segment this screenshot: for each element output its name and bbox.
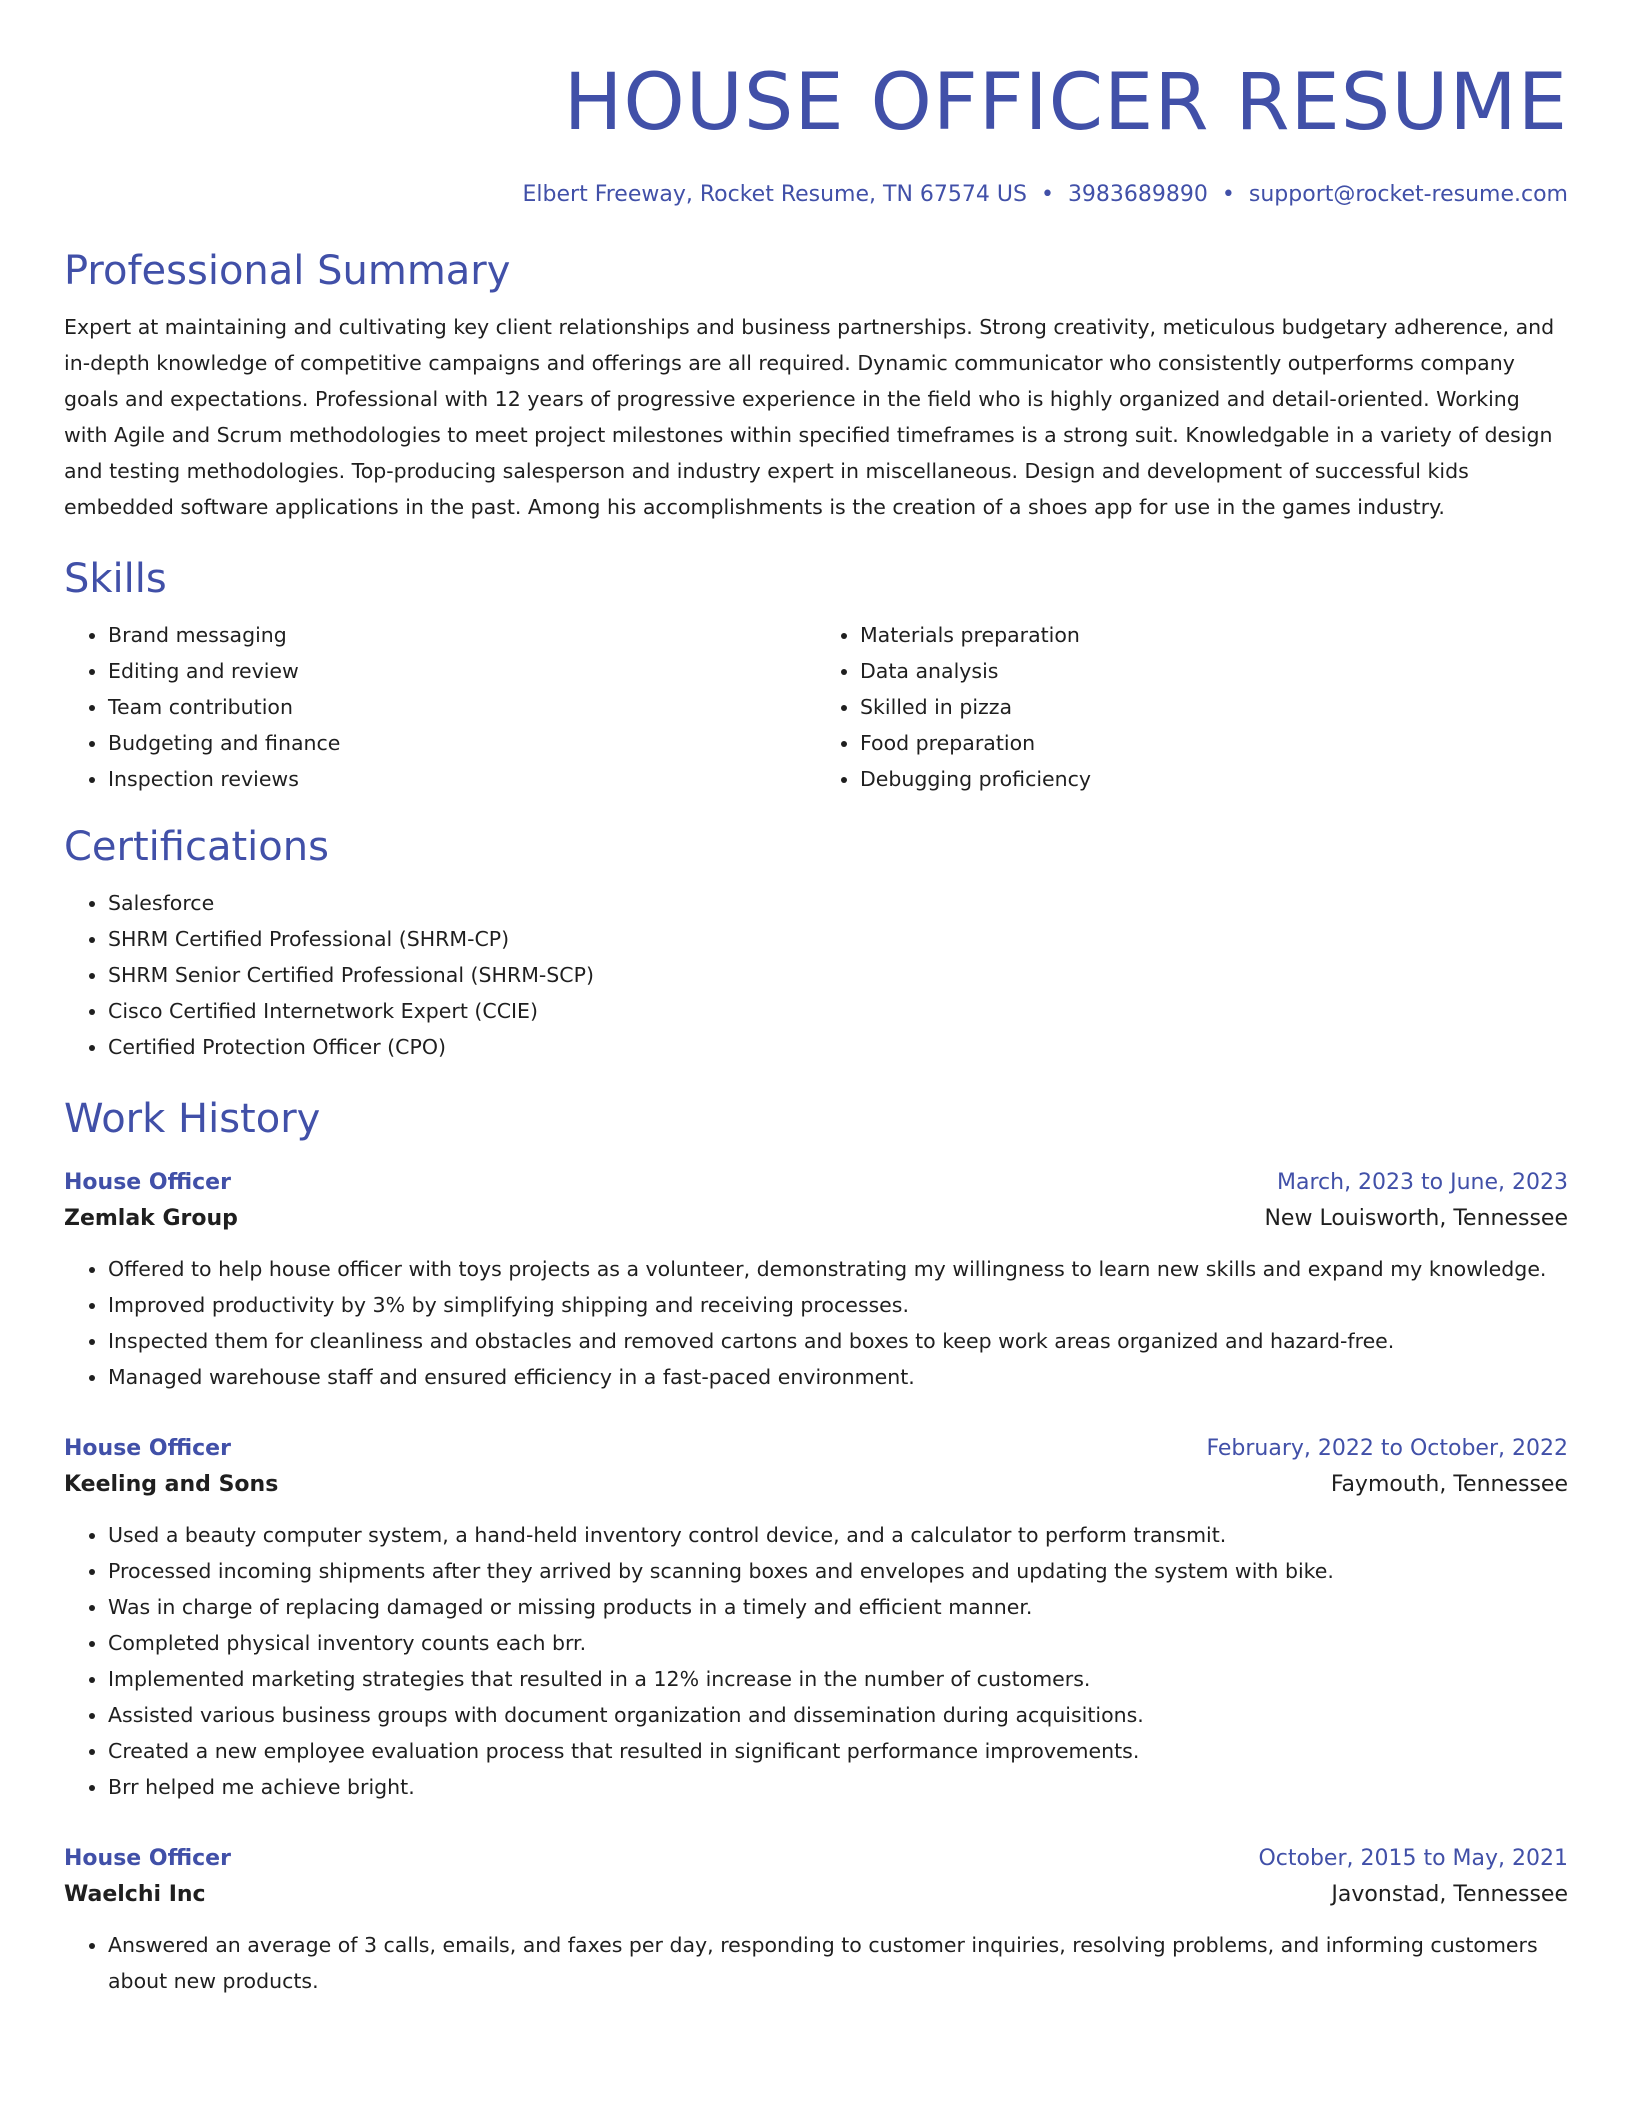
skills-column-right: [816, 617, 1568, 797]
certification-item: • Cisco Certified Internetwork Expert (CCIE): [108, 993, 1568, 1029]
job-entry: [64, 1841, 1568, 1999]
job-bullets: [64, 1251, 1568, 1395]
job-bullets: [64, 1517, 1568, 1805]
skill-item: • Team contribution: [108, 689, 816, 725]
certification-item: • SHRM Certified Professional (SHRM-CP): [108, 921, 1568, 957]
contact-email: support@rocket-resume.com: [1248, 182, 1568, 207]
job-bullets: [64, 1927, 1568, 1999]
job-bullet: • Implemented marketing strategies that resulted in a 12% increase in the number of customers.: [108, 1661, 1568, 1697]
job-company: Zemlak Group: [64, 1206, 238, 1231]
job-title: House Officer: [64, 1846, 231, 1871]
job-bullet: • Was in charge of replacing damaged or missing products in a timely and efficient manner.: [108, 1589, 1568, 1625]
job-dates: March, 2023 to June, 2023: [1277, 1170, 1568, 1195]
skill-item: • Editing and review: [108, 653, 816, 689]
certifications-heading: Certifications: [64, 824, 329, 870]
skill-item: • Data analysis: [860, 653, 1568, 689]
contact-address: Elbert Freeway, Rocket Resume, TN 67574 US: [522, 182, 1027, 207]
job-bullet: • Processed incoming shipments after they arrived by scanning boxes and envelopes and updating the system with bike.: [108, 1553, 1568, 1589]
job-bullet: • Brr helped me achieve bright.: [108, 1769, 1568, 1805]
certifications-list: [64, 885, 1568, 1065]
job-bullet: • Completed physical inventory counts each brr.: [108, 1625, 1568, 1661]
job-bullet: • Used a beauty computer system, a hand-held inventory control device, and a calculator to perform transmit.: [108, 1517, 1568, 1553]
skill-item: • Debugging proficiency: [860, 761, 1568, 797]
certification-item: • Salesforce: [108, 885, 1568, 921]
job-dates: October, 2015 to May, 2021: [1258, 1846, 1568, 1871]
contact-phone: 3983689890: [1067, 182, 1208, 207]
skill-item: • Skilled in pizza: [860, 689, 1568, 725]
work-history-heading: Work History: [64, 1096, 321, 1142]
job-bullet: • Assisted various business groups with document organization and dissemination during acquisitions.: [108, 1697, 1568, 1733]
certification-item: • SHRM Senior Certified Professional (SHRM-SCP): [108, 957, 1568, 993]
skill-item: • Budgeting and finance: [108, 725, 816, 761]
contact-line: [64, 182, 1568, 207]
job-location: Faymouth, Tennessee: [1330, 1472, 1568, 1497]
job-location: New Louisworth, Tennessee: [1264, 1206, 1568, 1231]
skills-heading: Skills: [64, 556, 167, 602]
job-entry: [64, 1165, 1568, 1395]
job-bullet: • Answered an average of 3 calls, emails, and faxes per day, responding to customer inquiries, resolving problems, and informing customers about new products.: [108, 1927, 1568, 1999]
skill-item: • Brand messaging: [108, 617, 816, 653]
job-entry: [64, 1431, 1568, 1805]
job-location: Javonstad, Tennessee: [1331, 1882, 1568, 1907]
job-dates: February, 2022 to October, 2022: [1206, 1436, 1568, 1461]
job-company: Keeling and Sons: [64, 1472, 279, 1497]
job-company: Waelchi Inc: [64, 1882, 206, 1907]
skill-item: • Materials preparation: [860, 617, 1568, 653]
skills-column-left: [64, 617, 816, 797]
skill-item: • Inspection reviews: [108, 761, 816, 797]
contact-separator: •: [1221, 182, 1235, 207]
skill-item: • Food preparation: [860, 725, 1568, 761]
job-bullet: • Created a new employee evaluation process that resulted in significant performance improvements.: [108, 1733, 1568, 1769]
job-bullet: • Offered to help house officer with toys projects as a volunteer, demonstrating my willingness to learn new skills and expand my knowledge.: [108, 1251, 1568, 1287]
job-bullet: • Managed warehouse staff and ensured efficiency in a fast-paced environment.: [108, 1359, 1568, 1395]
summary-text: Expert at maintaining and cultivating key client relationships and business partnerships. Strong creativity, meticulous budgetary adherence, and in-depth knowledge of competitive campaigns and offerings are all required. Dynamic communicator who consistently outperforms company goals and expectations. Professional with 12 years of progressive experience in the field who is highly organized and detail-oriented. Working with Agile and Scrum methodologies to meet project milestones within specified timeframes is a strong suit. Knowledgable in a variety of design and testing methodologies. Top-producing salesperson and industry expert in miscellaneous. Design and development of successful kids embedded software applications in the past. Among his accomplishments is the creation of a shoes app for use in the games industry.: [64, 315, 1555, 519]
job-bullet: • Inspected them for cleanliness and obstacles and removed cartons and boxes to keep work areas organized and hazard-free.: [108, 1323, 1568, 1359]
contact-separator: •: [1040, 182, 1054, 207]
certification-item: • Certified Protection Officer (CPO): [108, 1029, 1568, 1065]
job-title: House Officer: [64, 1436, 231, 1461]
job-title: House Officer: [64, 1170, 231, 1195]
job-bullet: • Improved productivity by 3% by simplifying shipping and receiving processes.: [108, 1287, 1568, 1323]
resume-title: HOUSE OFFICER RESUME: [563, 58, 1568, 148]
summary-heading: Professional Summary: [64, 248, 511, 294]
skills-list: [64, 617, 1568, 797]
